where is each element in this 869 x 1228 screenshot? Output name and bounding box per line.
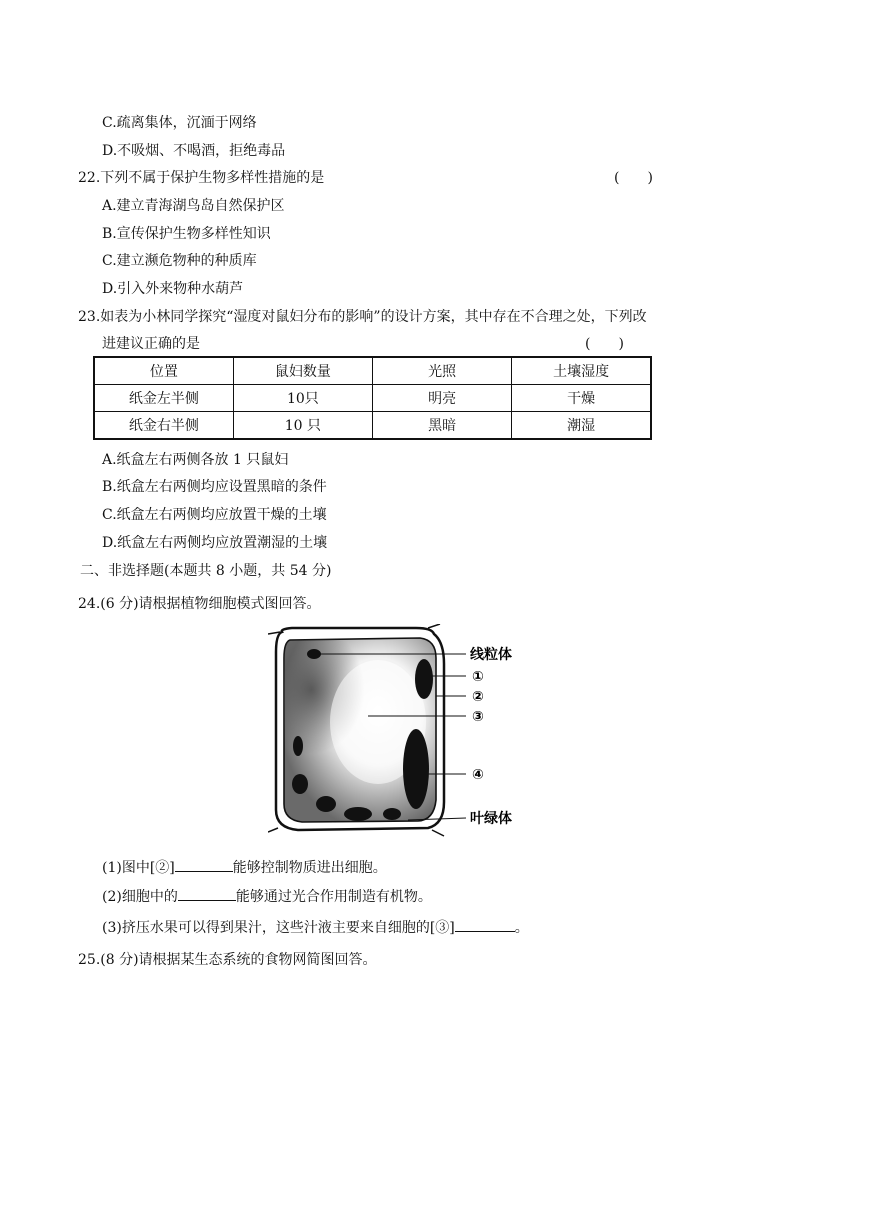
q21-option-c: C.疏离集体，沉湎于网络 (102, 115, 257, 131)
table-cell: 10 只 (233, 412, 372, 440)
q22-answer-paren: ( ) (614, 170, 653, 186)
q23-option-c: C.纸盒左右两侧均应放置干燥的土壤 (102, 507, 327, 523)
table-header-cell: 位置 (94, 357, 233, 385)
q22-option-d: D.引入外来物种水葫芦 (102, 281, 244, 297)
q24-sub3 (102, 917, 529, 938)
section-2-title: 二、非选择题(本题共 8 小题，共 54 分) (80, 563, 332, 579)
q23-option-d: D.纸盒左右两侧均应放置潮湿的土壤 (102, 535, 328, 551)
q23-option-a: A.纸盒左右两侧各放 1 只鼠妇 (102, 452, 289, 468)
chloroplast (344, 807, 372, 821)
label-3: ③ (472, 709, 484, 725)
label-1: ① (472, 669, 484, 685)
answer-blank[interactable] (455, 917, 515, 932)
chloroplast (403, 729, 429, 809)
q24-sub1 (102, 857, 387, 878)
q22-option-c: C.建立濒危物种的种质库 (102, 253, 257, 269)
q24-sub2-suffix: 能够通过光合作用制造有机物。 (235, 889, 432, 905)
table-cell: 潮湿 (512, 412, 651, 440)
answer-blank[interactable] (175, 857, 233, 872)
q23-stem-line1: 23.如表为小林同学探究“湿度对鼠妇分布的影响”的设计方案，其中存在不合理之处，下列改 (78, 309, 647, 325)
q25-stem: 25.(8 分)请根据某生态系统的食物网简图回答。 (78, 952, 377, 968)
q24-sub2-prefix: (2)细胞中的 (102, 889, 178, 905)
q23-answer-paren: ( ) (585, 336, 624, 352)
table-cell: 黑暗 (373, 412, 512, 440)
answer-blank[interactable] (178, 886, 236, 901)
label-4: ④ (472, 767, 484, 783)
table-header-row (94, 357, 651, 385)
table-row (94, 412, 651, 440)
table-cell: 干燥 (512, 385, 651, 412)
table-cell: 纸金右半侧 (94, 412, 233, 440)
chloroplast (316, 796, 336, 812)
label-2: ② (472, 689, 484, 705)
table-header-cell: 鼠妇数量 (233, 357, 372, 385)
q22-option-a: A.建立青海湖鸟岛自然保护区 (102, 198, 285, 214)
chloroplast (383, 808, 401, 820)
q24-sub3-prefix: (3)挤压水果可以得到果汁，这些汁液主要来自细胞的[③] (102, 920, 455, 936)
chloroplast (292, 774, 308, 794)
q24-stem: 24.(6 分)请根据植物细胞模式图回答。 (78, 596, 321, 612)
q24-sub1-prefix: (1)图中[②] (102, 860, 175, 876)
table-header-cell: 光照 (373, 357, 512, 385)
label-chloroplast: 叶绿体 (470, 811, 512, 827)
plant-cell-diagram (268, 624, 530, 838)
table-cell: 明亮 (373, 385, 512, 412)
q21-option-d: D.不吸烟、不喝酒，拒绝毒品 (102, 143, 286, 159)
q24-sub2 (102, 886, 432, 907)
q22-option-b: B.宣传保护生物多样性知识 (102, 226, 271, 242)
q24-sub3-suffix: 。 (514, 920, 529, 936)
table-cell: 纸金左半侧 (94, 385, 233, 412)
q23-design-table (93, 356, 652, 440)
q23-stem-line2: 进建议正确的是 (102, 336, 200, 352)
nucleus (415, 659, 433, 699)
table-row (94, 385, 651, 412)
table-header-cell: 土壤湿度 (512, 357, 651, 385)
q24-sub1-suffix: 能够控制物质进出细胞。 (232, 860, 387, 876)
table-cell: 10只 (233, 385, 372, 412)
chloroplast (293, 736, 303, 756)
q22-stem: 22.下列不属于保护生物多样性措施的是 (78, 170, 325, 186)
q23-option-b: B.纸盒左右两侧均应设置黑暗的条件 (102, 479, 327, 495)
label-mitochondria: 线粒体 (470, 647, 512, 663)
